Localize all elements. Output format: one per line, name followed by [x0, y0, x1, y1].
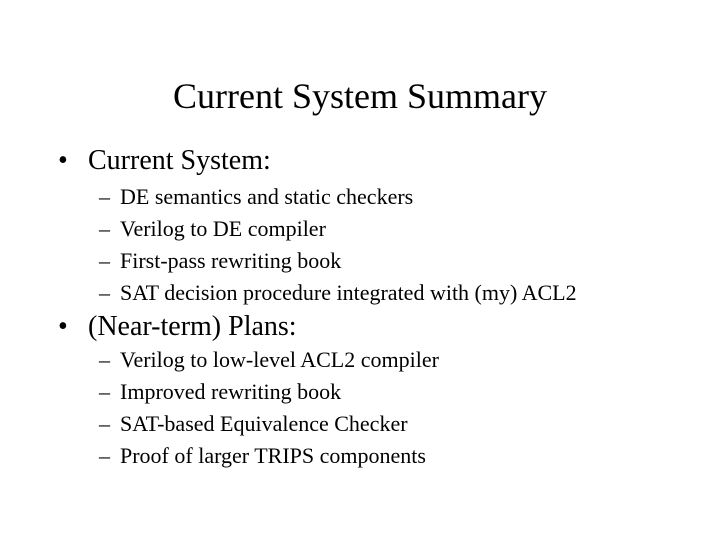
list-item — [99, 376, 439, 408]
list-item-text: Verilog to DE compiler — [120, 216, 326, 241]
dash-marker: – — [99, 411, 110, 436]
bullet-marker: • — [58, 311, 68, 342]
dash-marker: – — [99, 216, 110, 241]
list-item — [99, 277, 577, 309]
bullet-heading: Current System: — [88, 145, 271, 176]
list-item-text: DE semantics and static checkers — [120, 184, 414, 209]
dash-marker: – — [99, 347, 110, 372]
list-item — [99, 440, 439, 472]
list-item-text: Proof of larger TRIPS components — [120, 443, 426, 468]
bullet-marker: • — [58, 145, 68, 176]
dash-marker: – — [99, 184, 110, 209]
list-item — [99, 408, 439, 440]
list-item-text: SAT decision procedure integrated with (my) ACL2 — [120, 280, 577, 305]
bullet-plans — [58, 311, 297, 343]
current-system-list — [99, 181, 577, 309]
list-item-text: Verilog to low-level ACL2 compiler — [120, 347, 439, 372]
list-item-text: Improved rewriting book — [120, 379, 342, 404]
bullet-heading: (Near-term) Plans: — [88, 311, 297, 342]
list-item-text: SAT-based Equivalence Checker — [120, 411, 408, 436]
slide-title: Current System Summary — [173, 76, 547, 116]
list-item — [99, 344, 439, 376]
dash-marker: – — [99, 248, 110, 273]
list-item — [99, 245, 577, 277]
dash-marker: – — [99, 280, 110, 305]
list-item-text: First-pass rewriting book — [120, 248, 342, 273]
plans-list — [99, 344, 439, 472]
list-item — [99, 213, 577, 245]
list-item — [99, 181, 577, 213]
dash-marker: – — [99, 443, 110, 468]
dash-marker: – — [99, 379, 110, 404]
bullet-current-system — [58, 145, 271, 177]
